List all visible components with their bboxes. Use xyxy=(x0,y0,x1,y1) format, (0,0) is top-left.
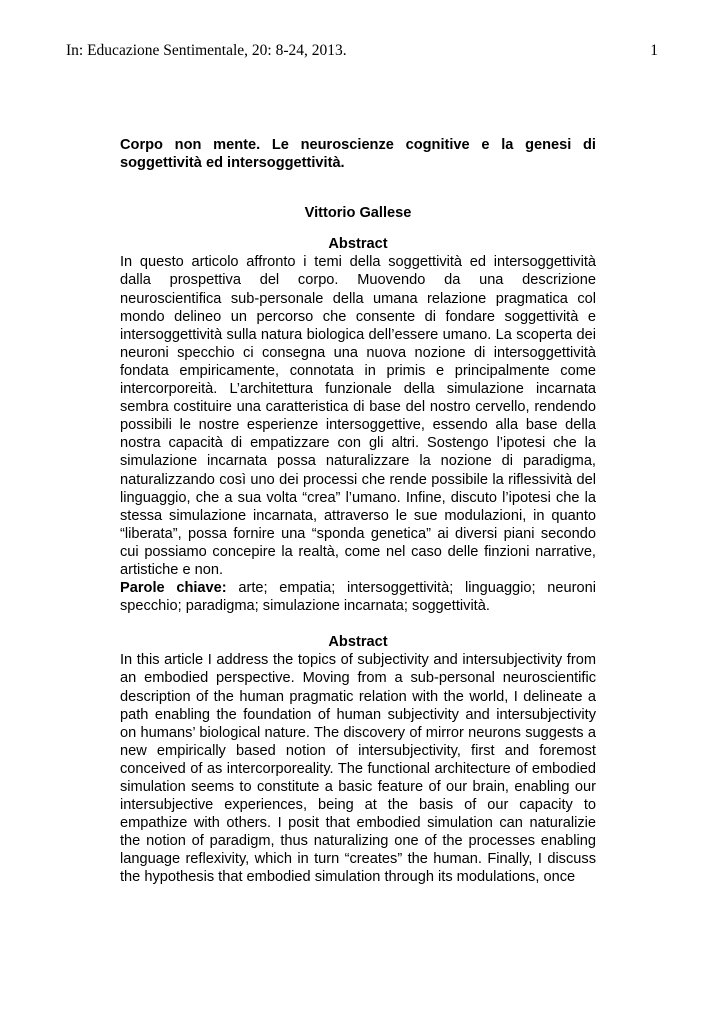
abstract-it-heading: Abstract xyxy=(328,236,388,253)
running-header xyxy=(66,42,658,64)
abstract-en-text: In this article I address the topics of subjectivity and intersubjectivity from an embodied perspective. Moving from a sub-personal neuroscientific description of the human pragmatic relation with the world, I delineate a path enabling the foundation of human subjectivity and intersubjectivity on humans’ biological nature. The discovery of mirror neurons suggests a new empirically based notion of intersubjectivity, first and foremost conceived of as intercorporeality. The functional architecture of embodied simulation seems to constitute a basic feature of our brain, enabling our intersubjective experiences, being at the basis of our capacity to empathize with others. I posit that embodied simulation can naturalizie the notion of paradigm, thus naturalizing one of the processes enabling language reflexivity, which in turn “creates” the human. Finally, I discuss the hypothesis that embodied simulation through its modulations, once xyxy=(120,652,596,886)
keywords-list: arte; empatia; intersoggettività; linguaggio; neuroni specchio; paradigma; simulazione incarnata; soggettività. xyxy=(120,580,596,615)
page-number: 1 xyxy=(650,42,658,59)
keywords-label: Parole chiave: xyxy=(120,580,227,597)
abstract-en-heading: Abstract xyxy=(328,634,388,651)
citation-line: In: Educazione Sentimentale, 20: 8-24, 2013. xyxy=(66,42,347,59)
article-title: Corpo non mente. Le neuroscienze cognitive e la genesi di soggettività ed intersoggettività. xyxy=(120,137,596,172)
author-name: Vittorio Gallese xyxy=(304,205,412,222)
keywords-paragraph xyxy=(120,579,596,615)
article-body xyxy=(120,136,596,887)
abstract-it-text: In questo articolo affronto i temi della soggettività ed intersoggettività dalla prospettiva del corpo. Muovendo da una descrizione neuroscientifica sub-personale della umana relazione pragmatica col mondo delineo un percorso che consente di fondare soggettività e intersoggettività sulla natura biologica dell’essere umano. La scoperta dei neuroni specchio ci consegna una nuova nozione di intersoggettività fondata empiricamente, connotata in primis e principalmente come intercorporeità. L’architettura funzionale della simulazione incarnata sembra costituire una caratteristica di base del nostro cervello, rendendo possibili le nostre esperienze intersoggettive, essendo alla base della nostra capacità di empatizzare con gli altri. Sostengo l’ipotesi che la simulazione incarnata possa naturalizzare la nozione di paradigma, naturalizzando così uno dei processi che rende possibile la riflessività del linguaggio, che a sua volta “crea” l’umano. Infine, discuto l’ipotesi che la stessa simulazione incarnata, attraverso le sue modulazioni, in quanto “liberata”, possa fornire una “sponda genetica” ai diversi piani secondo cui possiamo concepire la realtà, come nel caso delle finzioni narrative, artistiche e non. xyxy=(120,254,596,578)
